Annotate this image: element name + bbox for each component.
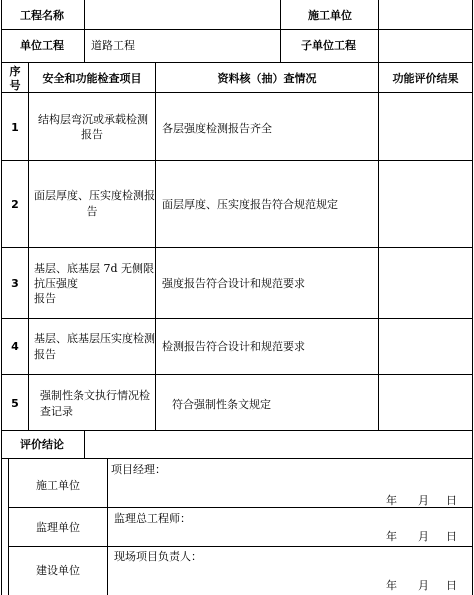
col-result-header: 功能评价结果 [392,72,459,85]
evaluation-label: 评价结论 [20,438,64,451]
signature-date-day: 日 [446,530,457,543]
review-result: 各层强度检测报告齐全 [162,122,272,135]
signature-date-month: 月 [418,530,429,543]
divider [280,0,281,62]
check-item: 报告 [81,128,103,141]
divider [107,458,108,595]
review-result: 符合强制性条文规定 [172,398,271,411]
row-number: 4 [11,340,19,353]
signature-role: 现场项目负责人： [114,550,202,563]
divider [1,374,473,375]
unit-project-value: 道路工程 [91,39,135,52]
construction-unit-label: 施工单位 [308,9,352,22]
divider [1,29,473,30]
signature-unit: 施工单位 [36,479,80,492]
check-item: 强制性条文执行情况检 [40,389,150,402]
check-item: 抗压强度 [34,277,78,290]
divider [8,507,473,508]
divider [1,62,473,63]
check-item: 结构层弯沉或承载检测 [38,113,148,126]
row-number: 5 [11,397,19,410]
signature-date-day: 日 [446,494,457,507]
col-item-header: 安全和功能检查项目 [42,72,142,85]
row-number: 3 [11,277,19,290]
sub-unit-label: 子单位工程 [301,39,356,52]
col-seq-header: 序 [9,65,21,78]
check-item: 查记录 [40,405,73,418]
divider [28,62,29,430]
signature-role: 监理总工程师： [114,512,191,525]
unit-project-label: 单位工程 [20,39,64,52]
divider [84,0,85,62]
signature-date-month: 月 [418,494,429,507]
signature-date-year: 年 [386,530,397,543]
divider [1,247,473,248]
review-result: 检测报告符合设计和规范要求 [162,340,305,353]
signature-date-day: 日 [446,579,457,592]
row-number: 2 [11,198,19,211]
divider [1,458,473,459]
signature-date-month: 月 [418,579,429,592]
check-item: 报告 [34,292,56,305]
divider [84,430,85,458]
divider [378,0,379,62]
signature-date-year: 年 [386,494,397,507]
row-number: 1 [11,121,19,134]
divider [378,62,379,430]
review-result: 面层厚度、压实度报告符合规范规定 [162,198,338,211]
divider [8,546,473,547]
check-item: 面层厚度、压实度检测报 [34,189,155,202]
divider [1,318,473,319]
signature-unit: 监理单位 [36,521,80,534]
check-item: 告 [86,205,98,218]
signature-date-year: 年 [386,579,397,592]
check-item: 基层、底基层 7d 无侧限 [34,262,155,275]
divider [1,92,473,93]
review-result: 强度报告符合设计和规范要求 [162,277,305,290]
col-seq-header: 号 [9,79,21,92]
signature-role: 项目经理： [111,463,166,476]
check-item: 基层、底基层压实度检测 [34,332,155,345]
divider [155,62,156,430]
project-name-label: 工程名称 [20,9,64,22]
divider [1,430,473,431]
col-review-header: 资料核（抽）查情况 [217,72,317,85]
frame-right [472,0,473,595]
check-item: 报告 [34,348,56,361]
signature-unit: 建设单位 [36,564,80,577]
divider [1,160,473,161]
